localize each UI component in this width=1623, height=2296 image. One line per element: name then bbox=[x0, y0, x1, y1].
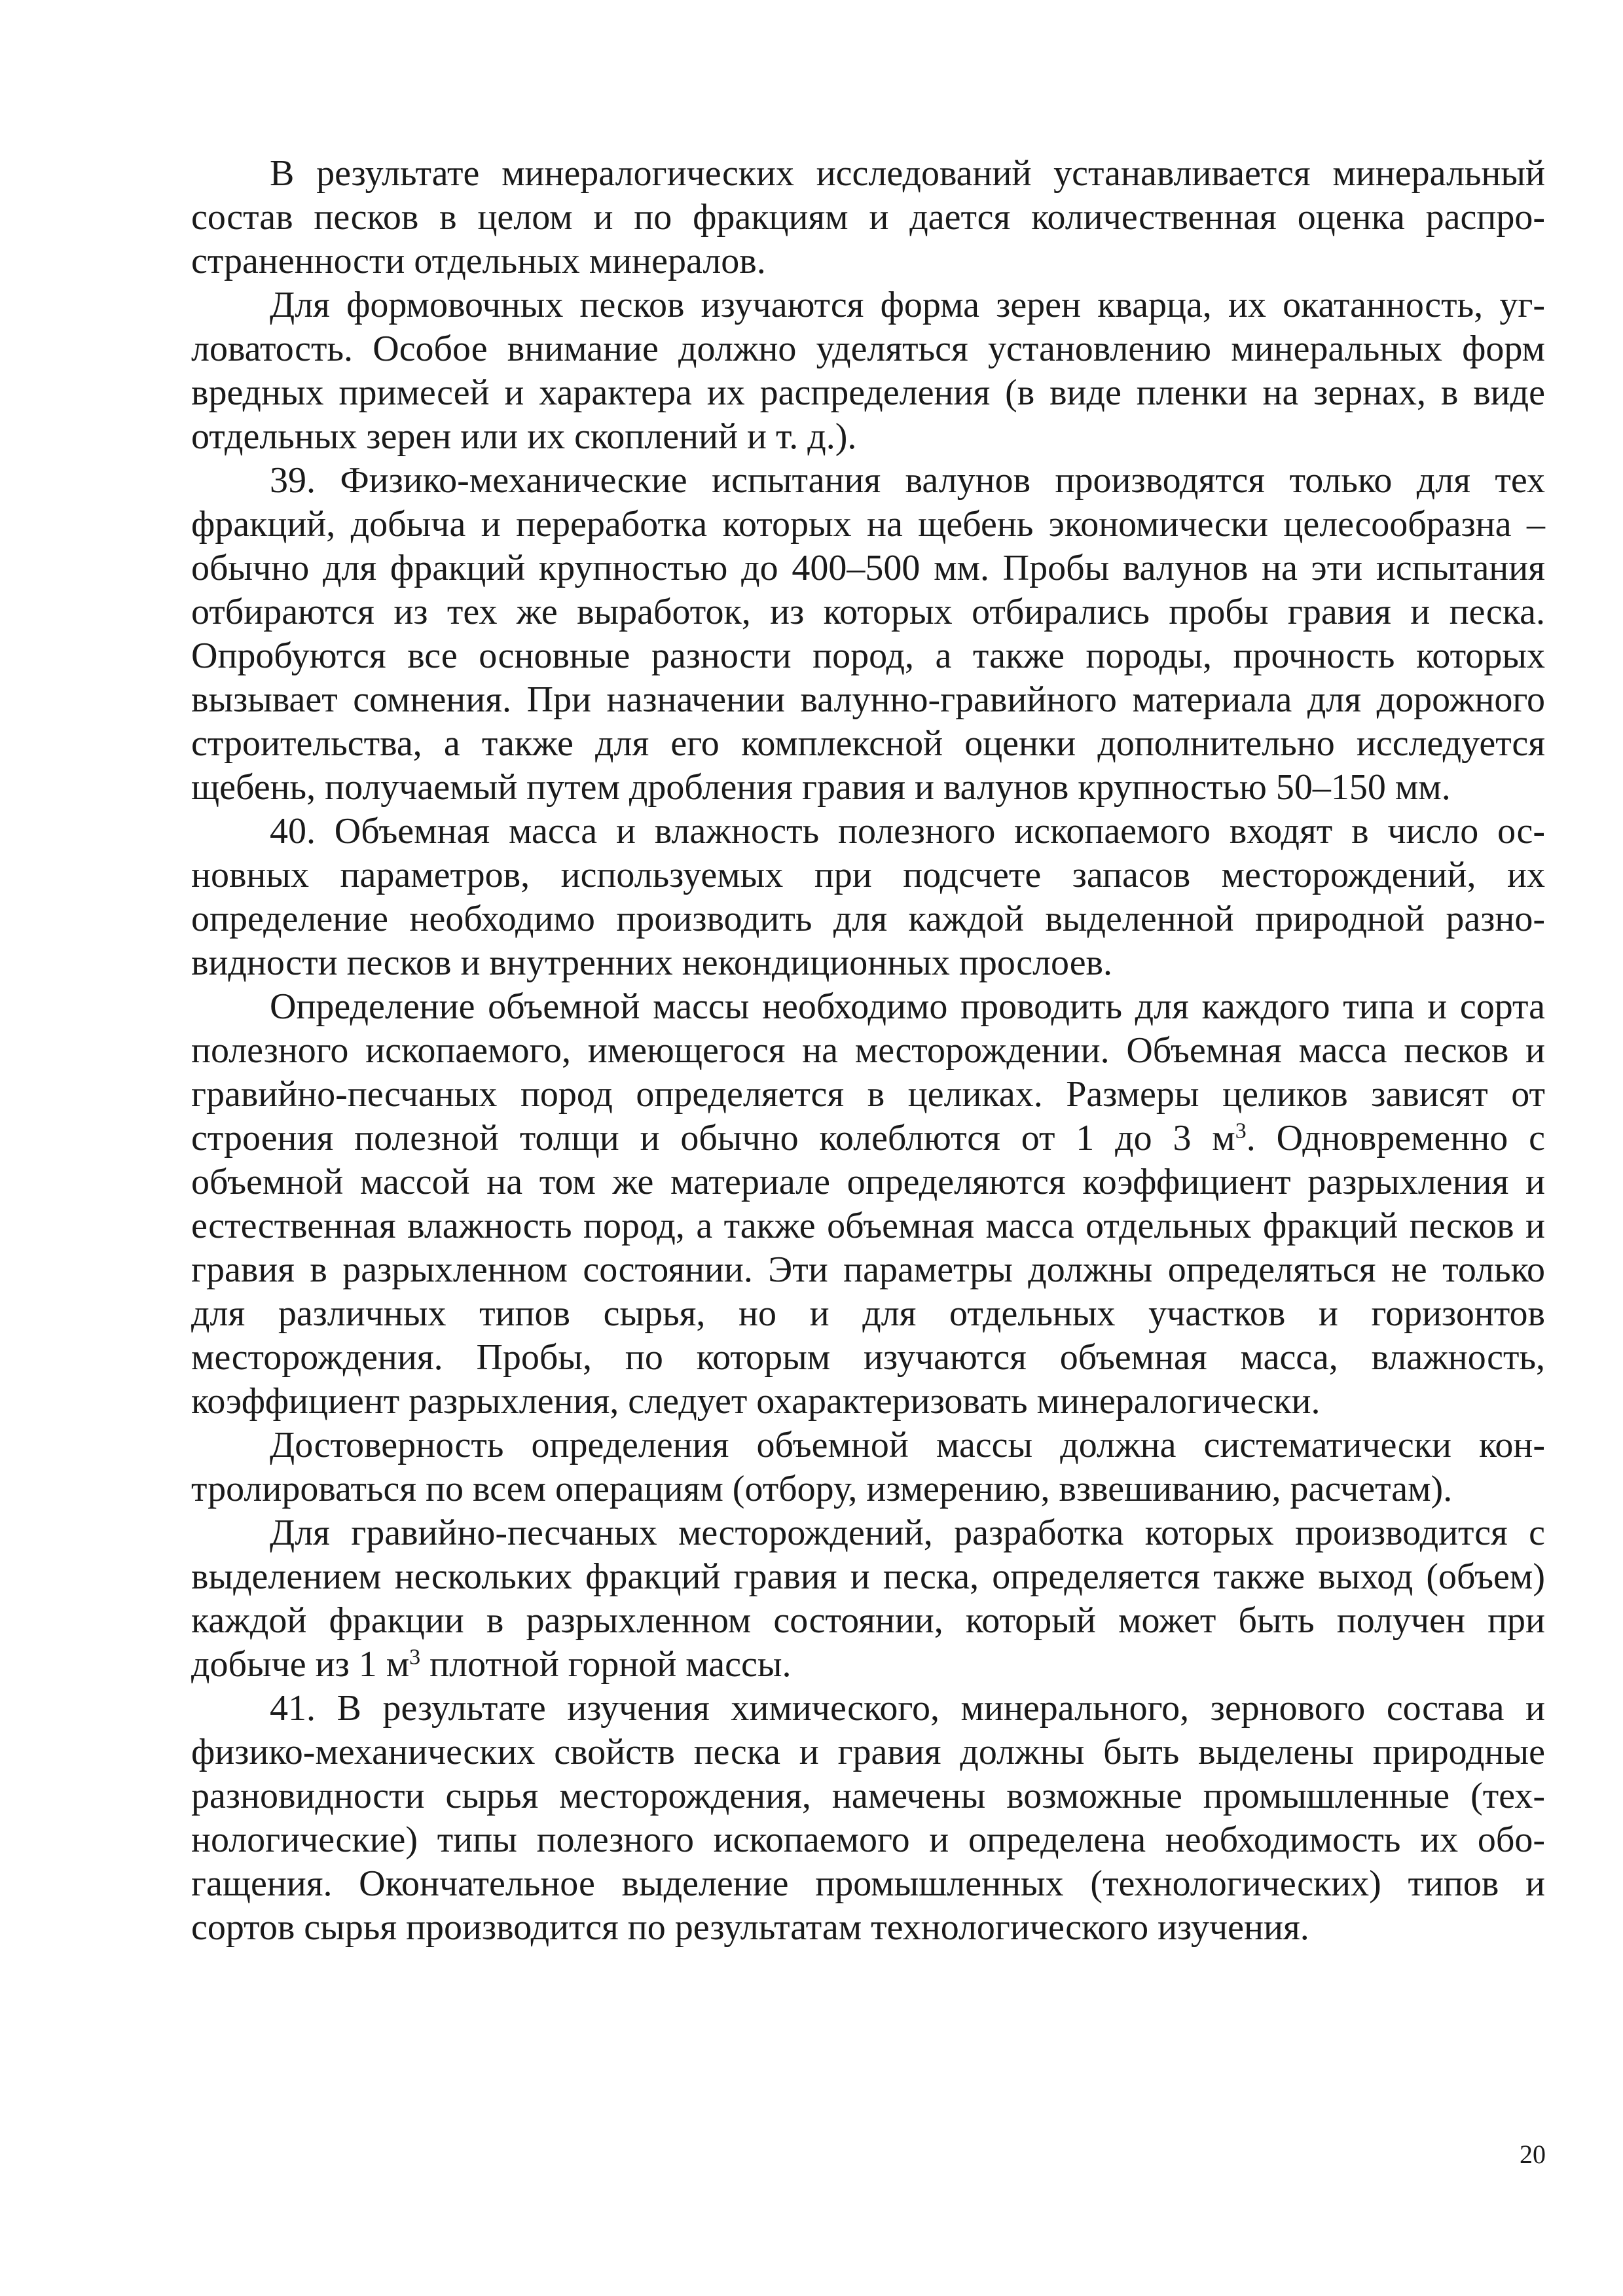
paragraph-mineral-composition: В результате минералогических исследований устанавливается минеральный состав песков в целом и по фракциям и дается количественная оценка распространенности отдельных минералов. bbox=[191, 153, 1545, 281]
paragraph-40-bulk-density: 40. Объемная масса и влажность полезного ископаемого входят в число основных параметров, используемых при подсчете запасов месторождений, их определение необходимо производить для каждой выделенной природной разновидности песков и внутренних некондиционных прослоев. bbox=[191, 811, 1545, 983]
document-body bbox=[191, 152, 1545, 1950]
text-segment: Определение объемной массы необходимо проводить для каждого типа и сорта полезного ископаемого, имеющегося на месторождении. Объемная масса песков и гравийно-песчаных пород определяется в целиках. Размеры целиков зависят от строения полезной толщи и обычно колеблются от 1 до 3 м bbox=[191, 986, 1545, 1158]
superscript: 3 bbox=[409, 1645, 421, 1670]
text-segment: . Одновременно с объемной массой на том же материале определяются коэффициент разрыхления и естественная влажность пород, а также объемная масса отдельных фракций песков и гравия в разрыхленном состоянии. Эти параметры должны определяться не только для различных типов сырья, но и для отдельных участков и горизонтов месторождения. Пробы, по которым изучаются объемная масса, влажность, коэффициент разрыхления, следует охарактеризовать минералогически. bbox=[191, 1118, 1545, 1422]
paragraph-molding-sands: Для формовочных песков изучаются форма зерен кварца, их окатанность, угловатость. Особое внимание должно уделяться установлению минеральных форм вредных примесей и характера их распределения (в виде пленки на зернах, в виде отдельных зерен или их скоплений и т. д.). bbox=[191, 285, 1545, 457]
text-segment: Для гравийно-песчаных месторождений, разработка которых производится с выделением нескольких фракций гравия и песка, определяется также выход (объем) каждой фракции в разрыхленном состоянии, который может быть получен при добыче из 1 м bbox=[191, 1513, 1545, 1685]
text-segment: плотной горной массы. bbox=[420, 1644, 792, 1685]
paragraph-reliability-control: Достоверность определения объемной массы должна систематически контролироваться по всем операциям (отбору, измерению, взвешиванию, расчетам). bbox=[191, 1425, 1545, 1509]
paragraph-bulk-density-determination bbox=[191, 985, 1545, 1424]
paragraph-41-study-results: 41. В результате изучения химического, минерального, зернового состава и физико-механических свойств песка и гравия должны быть выделены природные разновидности сырья месторождения, намечены возможные промышленные (технологические) типы полезного ископаемого и определена необходимость их обогащения. Окончательное выделение промышленных (технологических) типов и сортов сырья производится по результатам технологического изучения. bbox=[191, 1688, 1545, 1948]
paragraph-gravel-sand-deposits bbox=[191, 1511, 1545, 1687]
superscript: 3 bbox=[1235, 1119, 1247, 1143]
paragraph-39-boulder-tests: 39. Физико-механические испытания валунов производятся только для тех фракций, добыча и переработка которых на щебень экономически целесообразна – обычно для фракций крупностью до 400–500 мм. Пробы валунов на эти испытания отбираются из тех же выработок, из которых отбирались пробы гравия и песка. Опробуются все основные разности пород, а также породы, прочность которых вызывает сомнения. При назначении валунно-гравийного материала для дорожного строительства, а также для его комплексной оценки дополнительно исследуется щебень, получаемый путем дробления гравия и валунов крупностью 50–150 мм. bbox=[191, 460, 1545, 808]
page-number: 20 bbox=[1520, 2140, 1546, 2169]
